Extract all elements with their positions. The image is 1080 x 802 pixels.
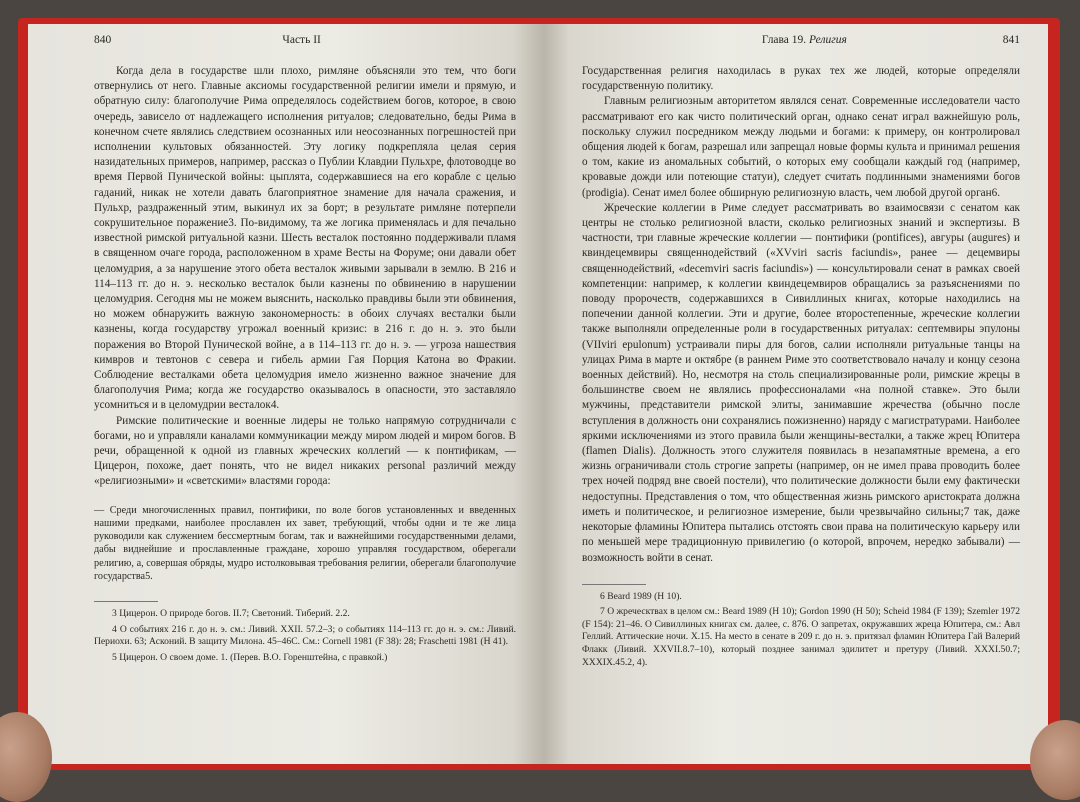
left-page xyxy=(28,24,544,764)
paragraph: Главным религиозным авторитетом являлся сенат. Современные исследователи часто рассматривают его как чисто политический орган, однако сенат играл важнейшую роль, поскольку служил посредником между людьми и богами: к примеру, он контролировал общения людей к богам, разрешал или запрещал новые формы культа и принимал решения о том, какие из аномальных событий, о которых ему сообщали каждый год (например, кровавые дожди или потеющие статуи), следует считать подлинными знамениями богов (prodigia). Сенат имел более обширную религиозную власть, чем любой другой орган6. xyxy=(582,95,1020,199)
paragraph: Государственная религия находилась в руках тех же людей, которые определяли государственную политику. xyxy=(582,65,1020,93)
footnote: 7 О жреческтвах в целом см.: Beard 1989 (H 10); Gordon 1990 (H 50); Scheid 1984 (F 139); Szemler 1972 (F 154): 21–46. О Сивиллиных книгах см. далее, с. 876. О запретах, окружавших жреца Юпитера, см.: Авл Геллий. Аттические ночи. X.15. На место в сенате в 209 г. до н. э. притязал фламин Юпитера Гай Валерий Флакк (Ливий. XXVII.8.7–10), который позднее занимал эдилитет и претуру (Ливий. XXXI.50.7; XXXIX.45.2, 4). xyxy=(582,606,1020,668)
paragraph: Когда дела в государстве шли плохо, римляне объясняли это тем, что боги отвернулись от него. Главные аксиомы государственной религии имели и прямую, и обратную силу: благополучие Рима определялось содействием богов, которое, в свою очередь, зависело от надлежащего исполнения ритуалов; следовательно, беды Рима в конечном счете являлись следствием осознанных или неосознанных погрешностей при исполнении культовых обязанностей. Эту логику подкрепляла целая серия назидательных примеров, например, рассказ о Публии Клавдии Пульхре, флотоводце во время Первой Пунической войны: цыплята, содержавшиеся на его корабле с целью гаданий, никак не хотели давать благоприятное знамение для начала сражения, и Пульхр, раздраженный этим, выкинул их за борт; в результате римляне потерпели сокрушительное поражение3. По-видимому, та же логика применялась и для печально известной римской ритуальной казни. Шесть весталок постоянно поддерживали пламя в священном очаге города, расположенном в храме Весты на Форуме; они давали обет целомудрия, а за нарушение этого обета весталок живыми зарывали в землю. В 216 и 114–113 гг. до н. э. несколько весталок были казнены по обвинению в нарушении целомудрия. Сегодня мы не можем выяснить, насколько правдивы были эти обвинения, но можем обнаружить важную закономерность: в обоих случаях весталки были казнены, когда государству угрожал военный кризис: в 216 г. до н. э. это были поражения во Второй Пунической войне, а в 114–113 гг. до н. э. — угроза нашествия кимвров и тевтонов с севера и гибель армии Гая Порция Катона во Фракии. Соблюдение весталками обета целомудрия имело жизненно важное значение для благополучия Рима; когда же государство оказывалось в опасности, это заставляло усомниться и в целомудрии весталок4. xyxy=(94,65,516,412)
cicero-quote: — Среди многочисленных правил, понтифики, по воле богов установленных и введенных нашими предками, наиболее прославлен их завет, требующий, чтобы одни и те же лица руководили как служением бессмертным богам, так и важнейшими государственными делами, дабы виднейшие и прославленные граждане, хорошо управляя государством, оберегали религию, а, совершая обряды, мудро истолковывая требования религии, оберегали благополучие государства5. xyxy=(94,504,516,582)
right-running-head xyxy=(582,34,1020,52)
footnote: 6 Beard 1989 (H 10). xyxy=(600,590,682,602)
paragraph: Жреческие коллегии в Риме следует рассматривать во взаимосвязи с сенатом как центры не столько религиозной власти, сколько религиозных знаний и экспертизы. В частности, три главные жреческие коллегии — понтифики (pontifices), авгуры (augures) и квиндецемвиры священнодействий («XVviri sacris faciundis», ранее — децемвиры священнодействий, «decemviri sacris faciundis») — консультировали сенат в рамках своей компетенции: например, к коллегии квиндецемвиров обращались за разъяснениями по поводу пророчеств, содержавшихся в Сивиллиных книгах, которые находились на попечении данной коллегии. Эти и другие, более второстепенные, жреческие коллегии также выполняли определенные роли в государственных ритуалах: септемвиры эпулоны (VIIviri epulonum) устраивали пиры для богов, салии исполняли ритуальные танцы на улицах Рима в марте и октябре (в раннем Риме это соответствовало началу и концу сезона военных действий). Но, несмотря на столь специализированные роли, римские жрецы в большинстве своем не являлись профессионалами «на полной ставке». Это были мужчины, представители римской элиты, занимавшие жречества (обычно после вступления в должность они сохранялись пожизненно) наряду с магистратурами. Наиболее яркими исключениями из этого правила были женщины-весталки, а также жрец Юпитера (flamen Dialis). Должность этого служителя появилась в незапамятные времена, а его жизнь ограничивали столь строгие запреты (например, он не имел права проводить более трех ночей подряд вне своей постели), что политические должности были ему фактически недоступны. Представления о том, что общественная жизнь римского аристократа должна иметь и политическое, и религиозное измерение, были чрезвычайно сильны;7 так, даже некоторые фламины Юпитера пытались отстоять свои права на политическую карьеру или по меньшей мере традиционную привилегию (о которой, впрочем, нередко забывали) — возможность войти в сенат. xyxy=(582,201,1020,564)
right-page xyxy=(544,24,1048,764)
chapter-label: Глава 19. xyxy=(761,34,807,46)
footnote: 3 Цицерон. О природе богов. II.7; Светоний. Тиберий. 2.2. xyxy=(112,607,350,619)
right-footnotes xyxy=(582,591,1020,670)
right-running-title xyxy=(606,34,1003,46)
paragraph: Римские политические и военные лидеры не только напрямую сотрудничали с богами, но и управляли каналами коммуникации между миром людей и миром богов. В речи, обращенной к одной из главных жреческих коллегий — к понтификам, — Цицерон, похоже, дает понять, что не видел никаких personal различий между «религиозными» и «светскими» властями города: xyxy=(94,414,516,488)
left-page-number: 840 xyxy=(94,34,112,46)
footnote-rule xyxy=(582,584,646,585)
left-running-title: Часть II xyxy=(282,34,321,46)
left-body-text xyxy=(94,64,516,490)
right-page-number: 841 xyxy=(1002,34,1020,46)
left-running-head xyxy=(94,34,516,52)
footnote: 5 Цицерон. О своем доме. 1. (Перев. В.О. Горенштейна, с правкой.) xyxy=(112,651,388,663)
chapter-title: Религия xyxy=(809,34,847,46)
right-body-text xyxy=(582,64,1020,566)
footnote-rule xyxy=(94,601,158,602)
left-footnotes xyxy=(94,608,516,664)
footnote: 4 О событиях 216 г. до н. э. см.: Ливий. XXII. 57.2–3; о событиях 114–113 гг. до н. э. см.: Ливий. Периохи. 63; Асконий. В защиту Милона. 45–46С. См.: Cornell 1981 (F 38): 28; Fraschetti 1981 (H 41). xyxy=(94,623,516,648)
